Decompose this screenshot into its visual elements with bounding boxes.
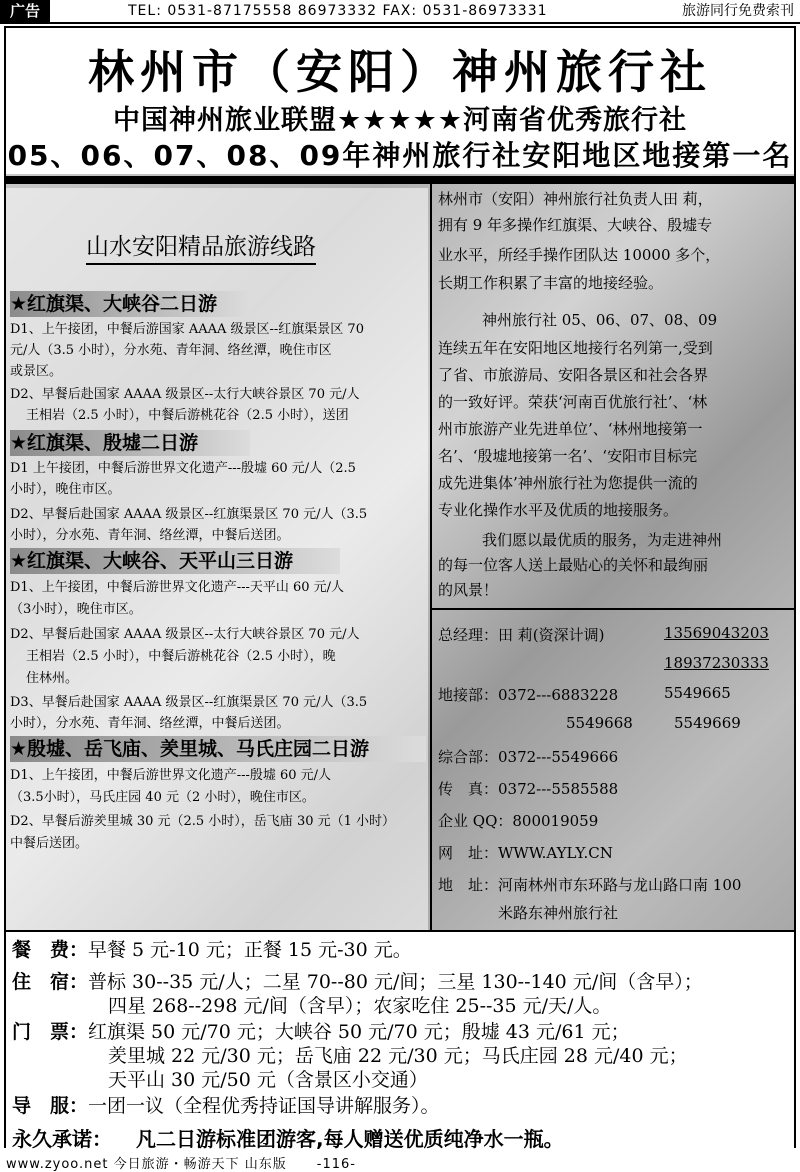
- ticket-value-1: 红旗渠 50 元/70 元；大峡谷 50 元/70 元；殷墟 43 元/61 元；: [88, 1021, 630, 1043]
- gm-phone-1: 13569043203: [664, 624, 769, 642]
- route-line: D1、上午接团，中餐后游世界文化遗产---殷墟 60 元/人: [10, 768, 332, 783]
- route-line: D1、上午接团，中餐后游世界文化遗产---天平山 60 元/人: [10, 580, 345, 595]
- guide-value: 一团一议（全程优秀持证国导讲解服务）。: [88, 1095, 440, 1117]
- route-line: 王相岩（2.5 小时），中餐后游桃花谷（2.5 小时），送团: [26, 408, 349, 423]
- guide-fee: [12, 1094, 440, 1118]
- intro-line: 长期工作积累了丰富的地接经验。: [438, 274, 664, 292]
- address: 地 址：河南林州市东环路与龙山路口南 100: [438, 876, 742, 894]
- meal-fee: [12, 938, 412, 962]
- route-line: D2、早餐后赴国家 AAAA 级景区--太行大峡谷景区 70 元/人: [10, 627, 360, 642]
- route-line: D2、早餐后赴国家 AAAA 级景区--红旗渠景区 70 元/人（3.5: [10, 507, 368, 522]
- fax-number: 传 真：0372---5585588: [438, 780, 619, 798]
- route-line: 小时），分水苑、青年洞、络丝潭，中餐后送团。: [10, 716, 290, 731]
- intro-line: 名’、‘殷墟地接第一名’、‘安阳市目标完: [438, 447, 698, 465]
- intro-line: 我们愿以最优质的服务，为走进神州: [482, 531, 723, 549]
- route-heading: ★红旗渠、殷墟二日游: [10, 430, 250, 456]
- guide-label: 导 服：: [12, 1095, 89, 1117]
- gm-phone-2: 18937230333: [664, 654, 769, 672]
- page-number: -116-: [316, 1157, 356, 1172]
- header: [6, 28, 794, 174]
- general-manager: 总经理：田 莉(资深计调): [438, 626, 605, 644]
- contact-phone-line: TEL: 0531-87175558 86973332 FAX: 0531-86973331: [128, 3, 548, 19]
- intro-line: 成先进集体’神州旅行社为您提供一流的: [438, 474, 698, 492]
- intro-line: 神州旅行社 05、06、07、08、09: [482, 311, 718, 329]
- intro-line: 的一致好评。荣获‘河南百优旅行社’、‘林: [438, 393, 708, 411]
- meal-label: 餐 费：: [12, 939, 89, 961]
- stay-label: 住 宿：: [12, 971, 89, 993]
- stay-value-1: 普标 30--35 元/人；二星 70--80 元/间；三星 130--140 元/间（含早）；: [88, 971, 703, 993]
- route-line: 元/人（3.5 小时），分水苑、青年洞、络丝潭，晚住市区: [10, 343, 332, 358]
- footer: [6, 1153, 356, 1172]
- intro-line: 专业化操作水平及优质的地接服务。: [438, 501, 679, 519]
- meal-value: 早餐 5 元-10 元；正餐 15 元-30 元。: [88, 939, 412, 961]
- ad-tag: 广告: [0, 0, 50, 22]
- header-subtitle-2: 05、06、07、08、09年神州旅行社安阳地区地接第一名: [7, 139, 793, 172]
- address-cont: 米路东神州旅行社: [498, 904, 619, 922]
- stay-value-2: 四星 268--298 元/间（含早）；农家吃住 25--35 元/天/人。: [108, 995, 612, 1017]
- route-line: 或景区。: [10, 364, 63, 379]
- routes-title: 山水安阳精品旅游线路: [86, 228, 316, 265]
- route-line: D1、上午接团，中餐后游国家 AAAA 级景区--红旗渠景区 70: [10, 322, 364, 337]
- dijie-phone-4: 5549669: [674, 714, 741, 732]
- intro-line: 拥有 9 年多操作红旗渠、大峡谷、殷墟专: [438, 216, 713, 234]
- route-line: 小时），分水苑、青年洞、络丝潭，中餐后送团。: [10, 528, 290, 543]
- intro-line: 的风景！: [438, 581, 499, 599]
- ticket-fee: [12, 1020, 630, 1044]
- column-divider: [430, 182, 432, 930]
- top-note: 旅游同行免费索刊: [682, 3, 794, 19]
- ticket-label: 门 票：: [12, 1021, 89, 1043]
- zonghe-phone: 综合部：0372---5549666: [438, 748, 619, 766]
- intro-line: 林州市（安阳）神州旅行社负责人田 莉，: [438, 190, 713, 208]
- intro-line: 州市旅游产业先进单位’、‘林州地接第一: [438, 420, 703, 438]
- route-line: D2、早餐后赴国家 AAAA 级景区--太行大峡谷景区 70 元/人: [10, 387, 360, 402]
- dijie-phone: 地接部：0372---6883228: [438, 686, 619, 704]
- route-line: （3.5小时），马氏庄园 40 元（2 小时），晚住市区。: [10, 790, 315, 805]
- ticket-value-2: 羑里城 22 元/30 元；岳飞庙 22 元/30 元；马氏庄园 28 元/40 元；: [108, 1045, 688, 1067]
- intro-line: 业水平，所经手操作团队达 10000 多个，: [438, 246, 721, 264]
- route-line: 王相岩（2.5 小时），中餐后游桃花谷（2.5 小时），晚: [26, 649, 336, 664]
- promise-label: 永久承诺：: [12, 1127, 112, 1151]
- route-heading: ★红旗渠、大峡谷二日游: [10, 291, 250, 317]
- route-line: 住林州。: [26, 671, 79, 686]
- header-subtitle-1: 中国神州旅业联盟★★★★★河南省优秀旅行社: [112, 105, 688, 136]
- route-line: （3小时），晚住市区。: [10, 602, 142, 617]
- intro-line: 了省、市旅游局、安阳各景区和社会各界: [438, 366, 709, 384]
- promise: [12, 1123, 564, 1152]
- ticket-value-3: 天平山 30 元/50 元（含景区小交通）: [108, 1069, 428, 1091]
- route-line: 小时），晚住市区。: [10, 482, 121, 497]
- route-line: D1 上午接团，中餐后游世界文化遗产---殷墟 60 元/人（2.5: [10, 461, 356, 476]
- agency-title: 林州市（安阳）神州旅行社: [88, 45, 712, 99]
- route-heading: ★红旗渠、大峡谷、天平山三日游: [10, 548, 340, 574]
- intro-line: 的每一位客人送上最贴心的关怀和最绚丽: [438, 556, 709, 574]
- route-line: D2、早餐后游羑里城 30 元（2.5 小时），岳飞庙 30 元（1 小时）: [10, 814, 396, 829]
- intro-line: 连续五年在安阳地区地接行名列第一,受到: [438, 339, 713, 357]
- qq-number: 企业 QQ：800019059: [438, 812, 599, 830]
- footer-text: www.zyoo.net 今日旅游・畅游天下 山东版: [6, 1157, 287, 1172]
- route-heading: ★殷墟、岳飞庙、羑里城、马氏庄园二日游: [10, 736, 426, 762]
- header-divider: [6, 176, 794, 184]
- dijie-phone-2: 5549665: [664, 684, 731, 702]
- promise-text: 凡二日游标准团游客,每人赠送优质纯净水一瓶。: [136, 1127, 564, 1151]
- route-line: D3、早餐后赴国家 AAAA 级景区--红旗渠景区 70 元/人（3.5: [10, 695, 368, 710]
- stay-fee: [12, 970, 703, 994]
- website: 网 址：WWW.AYLY.CN: [438, 844, 613, 862]
- route-line: 中餐后送团。: [10, 836, 89, 851]
- contacts-divider: [432, 608, 794, 610]
- dijie-phone-3: 5549668: [566, 714, 633, 732]
